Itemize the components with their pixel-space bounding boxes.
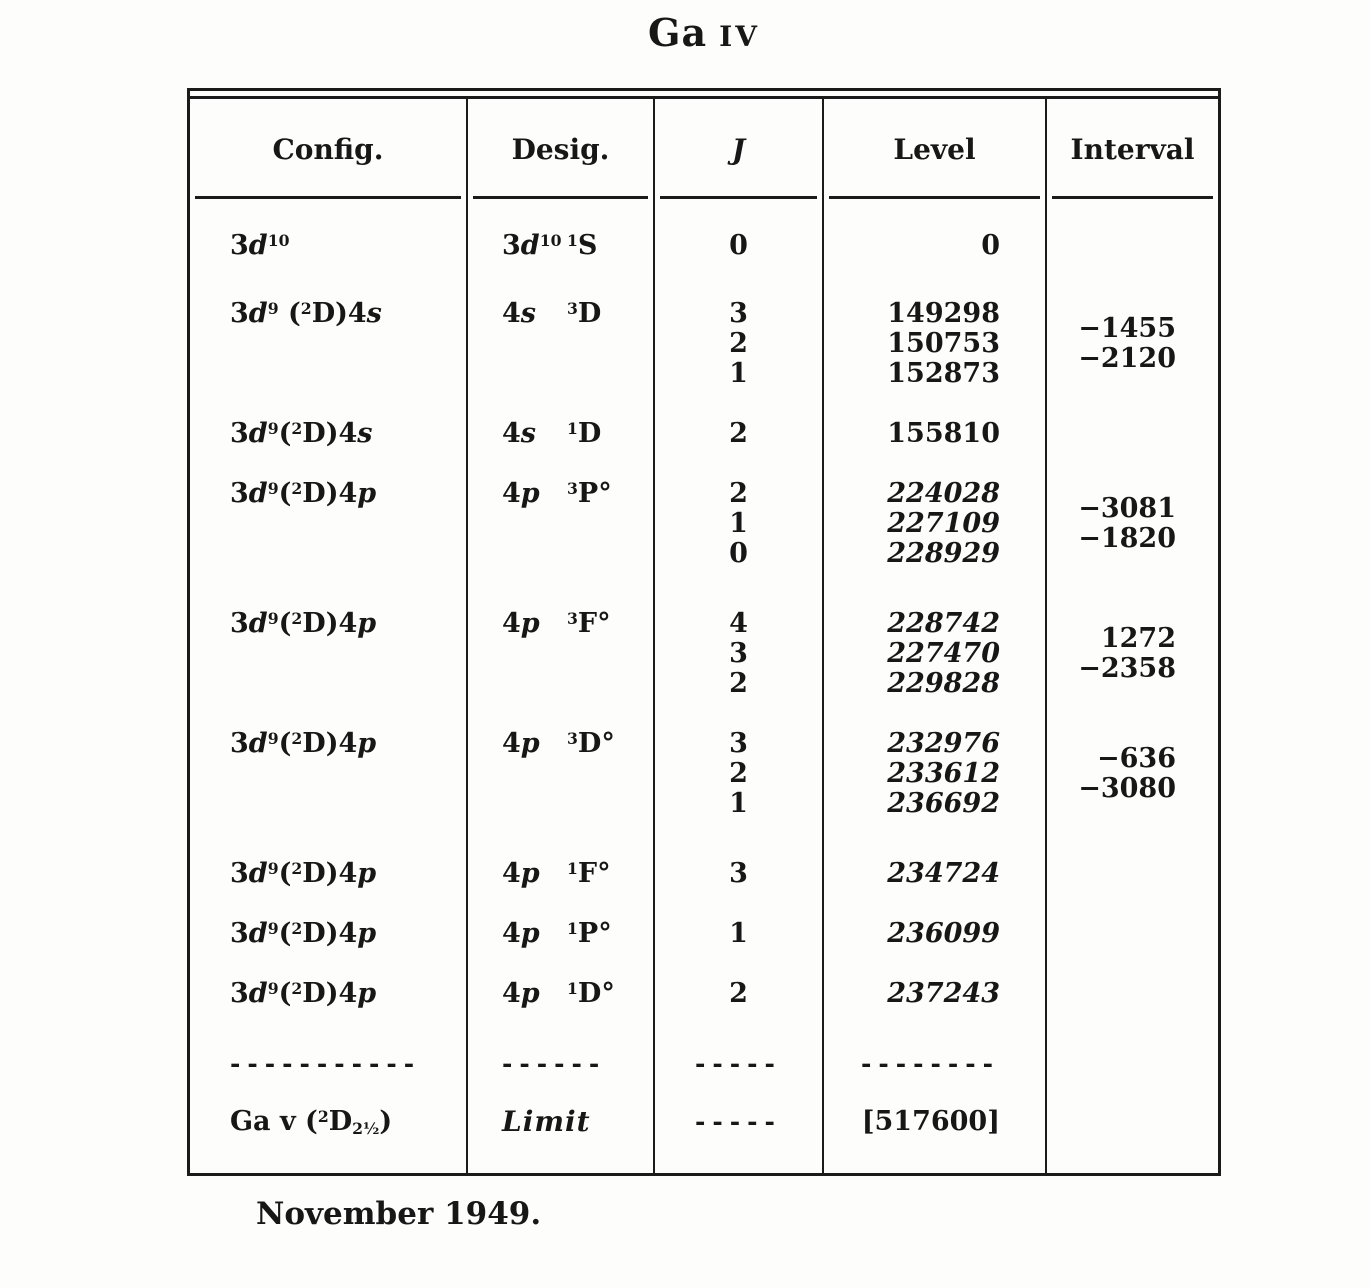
date-caption: November 1949.	[256, 1196, 542, 1232]
config-cell	[190, 449, 466, 569]
j-value: 2	[729, 978, 748, 1009]
limit-label: Limit	[502, 1105, 591, 1138]
desig-cell	[466, 949, 653, 1009]
desig-cell	[466, 569, 653, 699]
j-value: 0	[729, 538, 748, 569]
config-cell	[190, 1009, 466, 1079]
config-cell	[190, 569, 466, 699]
interval-cell	[1045, 449, 1218, 569]
table-row	[190, 819, 1218, 889]
desig-cell	[466, 819, 653, 889]
level-value: 236692	[887, 788, 1000, 819]
level-value: 232976	[887, 728, 1000, 759]
config-value: $3d^9(^2D)4p$	[230, 858, 377, 889]
desig-cell	[466, 699, 653, 819]
j-value: 2	[729, 758, 748, 789]
level-cell	[822, 569, 1045, 699]
desig-term: $^1$F°	[567, 858, 611, 889]
j-value: 1	[729, 508, 748, 539]
j-value: 3	[729, 858, 748, 889]
desig-term: $^1$D°	[567, 978, 615, 1009]
j-cell	[653, 199, 822, 261]
desig-term: $^1$D	[567, 418, 602, 449]
interval-value: −636	[1097, 743, 1176, 774]
j-cell	[653, 889, 822, 949]
desig-config: 4p	[502, 918, 540, 949]
header-underline	[195, 196, 461, 199]
table-row-limit	[190, 1079, 1218, 1173]
header-config: Config.	[190, 99, 466, 199]
table-top-double-rule	[190, 91, 1218, 99]
level-cell	[822, 1079, 1045, 1173]
title-element-symbol: Ga	[648, 10, 708, 55]
interval-value: −1820	[1078, 523, 1176, 554]
j-cell	[653, 569, 822, 699]
level-cell	[822, 949, 1045, 1009]
config-cell	[190, 889, 466, 949]
energy-levels-table	[187, 88, 1221, 1176]
j-cell	[653, 261, 822, 389]
config-value: $3d^9(^2D)4p$	[230, 608, 377, 639]
header-desig: Desig.	[466, 99, 653, 199]
config-cell	[190, 949, 466, 1009]
level-value: 228929	[887, 538, 1000, 569]
j-value: 0	[729, 230, 748, 261]
table-row	[190, 199, 1218, 261]
level-value: 150753	[887, 328, 1000, 359]
dashes: -----	[695, 1049, 782, 1078]
config-value: $3d^{10}$	[230, 230, 290, 261]
level-value: 227109	[887, 508, 1000, 539]
config-value: $3d^9(^2D)4p$	[230, 918, 377, 949]
desig-cell	[466, 449, 653, 569]
header-underline	[829, 196, 1040, 199]
j-value: 3	[729, 728, 748, 759]
level-cell	[822, 261, 1045, 389]
config-cell	[190, 389, 466, 449]
config-value: $3d^9(^2D)4p$	[230, 978, 377, 1009]
table-row	[190, 449, 1218, 569]
desig-config: 4s	[502, 418, 536, 449]
desig-cell	[466, 1079, 653, 1173]
level-value: 228742	[887, 608, 1000, 639]
level-cell	[822, 1009, 1045, 1079]
config-cell	[190, 199, 466, 261]
level-value: 236099	[887, 918, 1000, 949]
table-row	[190, 389, 1218, 449]
j-cell	[653, 389, 822, 449]
interval-cell	[1045, 1079, 1218, 1173]
j-value: 3	[729, 638, 748, 669]
interval-cell	[1045, 569, 1218, 699]
desig-cell	[466, 889, 653, 949]
interval-cell	[1045, 1009, 1218, 1079]
header-underline	[473, 196, 648, 199]
desig-cell	[466, 389, 653, 449]
desig-config: $3d^{10}$	[502, 230, 562, 261]
desig-term: $^1$P°	[567, 918, 612, 949]
config-value: $3d^9(^2D)4p$	[230, 478, 377, 509]
config-cell	[190, 699, 466, 819]
j-value: 1	[729, 788, 748, 819]
j-cell	[653, 1009, 822, 1079]
level-value: 234724	[887, 858, 1000, 889]
table-header-row	[190, 99, 1218, 199]
level-cell	[822, 389, 1045, 449]
j-value: 2	[729, 418, 748, 449]
desig-config: 4p	[502, 728, 540, 759]
level-value: 155810	[887, 418, 1000, 449]
level-value: 227470	[887, 638, 1000, 669]
level-cell	[822, 699, 1045, 819]
desig-cell	[466, 1009, 653, 1079]
desig-config: 4s	[502, 298, 536, 329]
level-value: 224028	[887, 478, 1000, 509]
level-value: 229828	[887, 668, 1000, 699]
config-cell	[190, 819, 466, 889]
level-cell	[822, 889, 1045, 949]
level-cell	[822, 819, 1045, 889]
table-row	[190, 699, 1218, 819]
header-underline	[660, 196, 817, 199]
desig-cell	[466, 199, 653, 261]
level-cell	[822, 449, 1045, 569]
j-value: 2	[729, 478, 748, 509]
table-row	[190, 261, 1218, 389]
page-title	[187, 10, 1221, 55]
limit-value: [517600]	[861, 1106, 1000, 1137]
j-value: 1	[729, 918, 748, 949]
dashes: ------	[502, 1049, 607, 1078]
title-spectrum-numeral: IV	[719, 20, 760, 53]
interval-cell	[1045, 261, 1218, 389]
level-value: 237243	[887, 978, 1000, 1009]
config-value: $3d^9$ ($^2$D)4s	[230, 298, 382, 329]
interval-cell	[1045, 889, 1218, 949]
j-value: 1	[729, 358, 748, 389]
j-cell	[653, 1079, 822, 1173]
j-value: 2	[729, 668, 748, 699]
desig-term: $^3$D°	[567, 728, 615, 759]
interval-value: −1455	[1078, 313, 1176, 344]
desig-term: $^3$F°	[567, 608, 611, 639]
dashes: -----	[695, 1107, 782, 1136]
interval-cell	[1045, 949, 1218, 1009]
desig-term: $^3$D	[567, 298, 602, 329]
desig-config: 4p	[502, 608, 540, 639]
desig-config: 4p	[502, 978, 540, 1009]
limit-parent-term: Ga v $(^2D_{2\frac{1}{2}})$	[230, 1106, 393, 1138]
dashes: -----------	[230, 1049, 422, 1078]
level-value: 152873	[887, 358, 1000, 389]
j-cell	[653, 819, 822, 889]
header-j: J	[653, 99, 822, 199]
j-value: 3	[729, 298, 748, 329]
header-underline	[1052, 196, 1213, 199]
j-cell	[653, 699, 822, 819]
config-cell	[190, 1079, 466, 1173]
interval-value: −3081	[1078, 493, 1176, 524]
desig-cell	[466, 261, 653, 389]
desig-term: $^1$S	[567, 230, 598, 261]
table-row	[190, 949, 1218, 1009]
config-cell	[190, 261, 466, 389]
interval-cell	[1045, 199, 1218, 261]
interval-value: −2120	[1078, 343, 1176, 374]
table-row-separator	[190, 1009, 1218, 1079]
interval-value: −3080	[1078, 773, 1176, 804]
level-value: 233612	[887, 758, 1000, 789]
level-value: 149298	[887, 298, 1000, 329]
header-interval: Interval	[1045, 99, 1218, 199]
desig-config: 4p	[502, 858, 540, 889]
interval-value: 1272	[1100, 623, 1176, 654]
interval-value: −2358	[1078, 653, 1176, 684]
j-cell	[653, 949, 822, 1009]
header-level: Level	[822, 99, 1045, 199]
interval-cell	[1045, 699, 1218, 819]
table-row	[190, 889, 1218, 949]
desig-term: $^3$P°	[567, 478, 612, 509]
level-cell	[822, 199, 1045, 261]
level-value: 0	[981, 230, 1000, 261]
dashes: --------	[860, 1049, 1000, 1078]
desig-config: 4p	[502, 478, 540, 509]
j-value: 4	[729, 608, 748, 639]
interval-cell	[1045, 819, 1218, 889]
j-cell	[653, 449, 822, 569]
interval-cell	[1045, 389, 1218, 449]
table-row	[190, 569, 1218, 699]
j-value: 2	[729, 328, 748, 359]
config-value: $3d^9(^2D)4s$	[230, 418, 373, 449]
config-value: $3d^9(^2D)4p$	[230, 728, 377, 759]
